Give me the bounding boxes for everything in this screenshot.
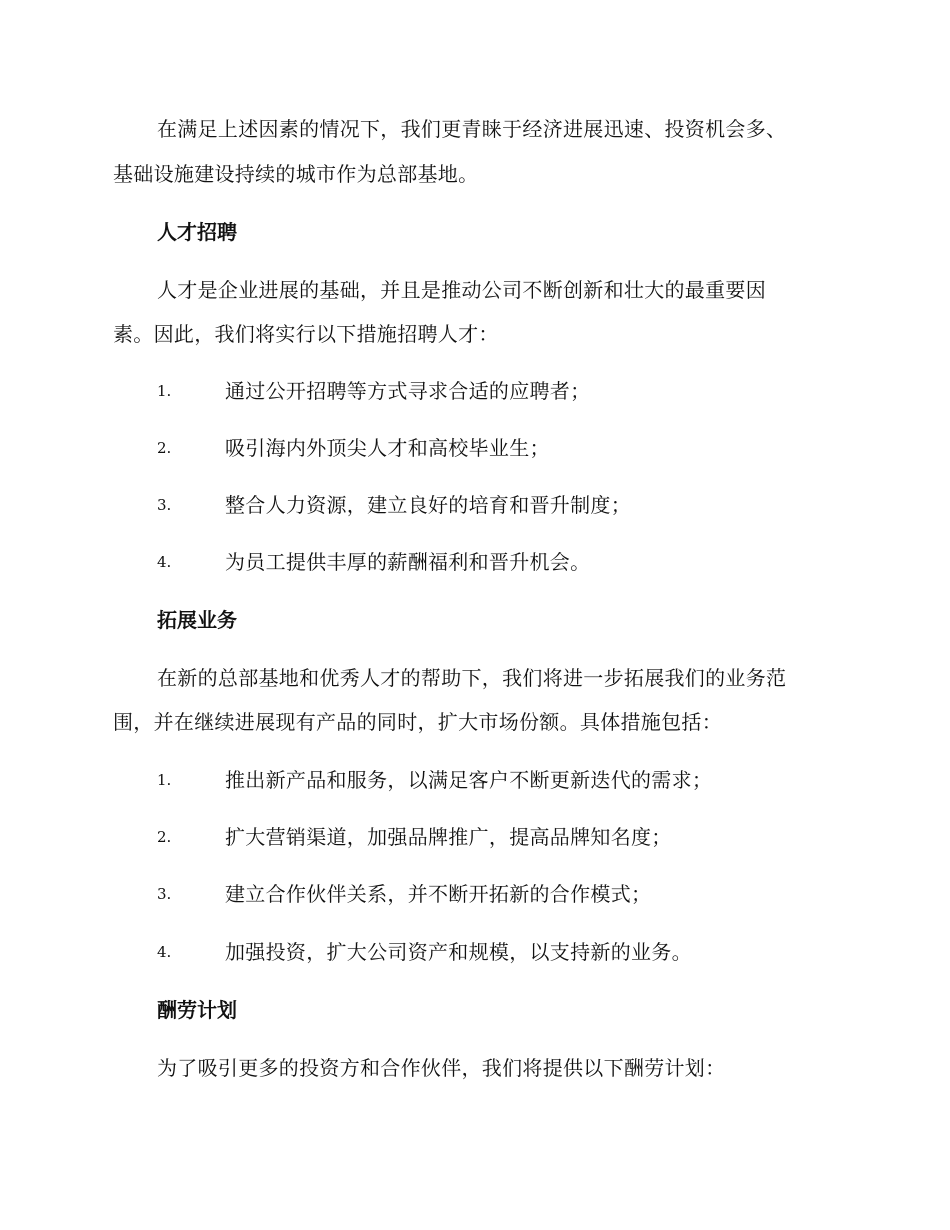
section-heading-business: 拓展业务 xyxy=(157,608,237,632)
business-item-1-number: 1. xyxy=(157,771,172,789)
business-item-2-number: 2. xyxy=(157,828,172,846)
business-paragraph-line-2: 围，并在继续进展现有产品的同时，扩大市场份额。具体措施包括： xyxy=(113,710,722,734)
talent-item-1-text: 通过公开招聘等方式寻求合适的应聘者； xyxy=(225,379,591,403)
talent-item-4-number: 4. xyxy=(157,553,172,571)
talent-item-3-number: 3. xyxy=(157,496,172,514)
business-item-4-number: 4. xyxy=(157,943,172,961)
compensation-paragraph-line-1: 为了吸引更多的投资方和合作伙伴，我们将提供以下酬劳计划： xyxy=(157,1056,726,1080)
business-item-1-text: 推出新产品和服务，以满足客户不断更新迭代的需求； xyxy=(225,768,713,792)
business-item-4-text: 加强投资，扩大公司资产和规模，以支持新的业务。 xyxy=(225,940,692,964)
intro-line-1: 在满足上述因素的情况下，我们更青睐于经济进展迅速、投资机会多、 xyxy=(157,117,787,141)
section-heading-talent: 人才招聘 xyxy=(157,220,237,244)
business-item-3-text: 建立合作伙伴关系，并不断开拓新的合作模式； xyxy=(225,882,652,906)
talent-item-2-number: 2. xyxy=(157,439,172,457)
business-paragraph-line-1: 在新的总部基地和优秀人才的帮助下，我们将进一步拓展我们的业务范 xyxy=(157,666,787,690)
talent-item-4-text: 为员工提供丰厚的薪酬福利和晋升机会。 xyxy=(225,550,591,574)
talent-item-2-text: 吸引海内外顶尖人才和高校毕业生； xyxy=(225,436,550,460)
section-heading-compensation: 酬劳计划 xyxy=(157,998,237,1022)
business-item-2-text: 扩大营销渠道，加强品牌推广，提高品牌知名度； xyxy=(225,825,672,849)
business-item-3-number: 3. xyxy=(157,885,172,903)
talent-paragraph-line-1: 人才是企业进展的基础，并且是推动公司不断创新和壮大的最重要因 xyxy=(157,278,766,302)
talent-item-3-text: 整合人力资源，建立良好的培育和晋升制度； xyxy=(225,493,631,517)
intro-line-2: 基础设施建设持续的城市作为总部基地。 xyxy=(113,162,479,186)
talent-paragraph-line-2: 素。因此，我们将实行以下措施招聘人才： xyxy=(113,322,499,346)
talent-item-1-number: 1. xyxy=(157,382,172,400)
